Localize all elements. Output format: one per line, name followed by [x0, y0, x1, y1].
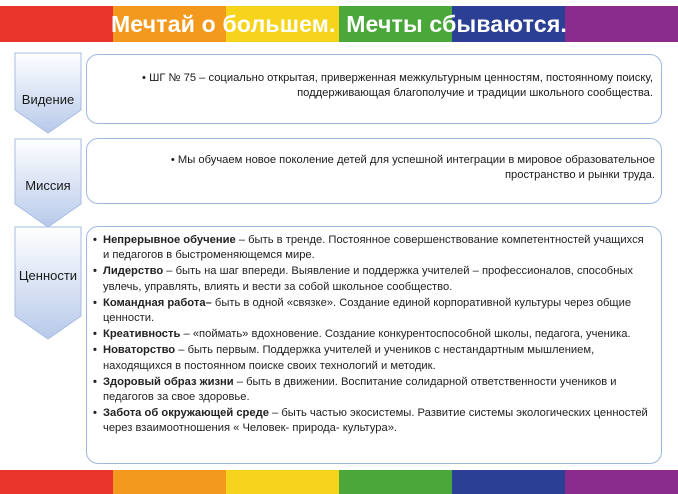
- values-panel: [86, 226, 662, 464]
- chevron-arrow-shape: [14, 226, 82, 340]
- value-desc: – «поймать» вдохновение. Создание конкурентоспособной школы, педагога, ученика.: [180, 328, 631, 341]
- value-term: Забота об окружающей среде: [103, 407, 269, 420]
- value-item: [93, 264, 649, 294]
- bullet: •: [142, 72, 150, 84]
- value-desc: – быть в тренде. Постоянное совершенствование компетентностей учащихся и педагогов в быстроменяющемся мире.: [103, 234, 644, 262]
- stripe-segment-blue: [452, 470, 565, 494]
- vision-label: Видение: [21, 92, 75, 107]
- mission-text-content: Мы обучаем новое поколение детей для успешной интеграции в мировое образовательное пространство и рынки труда.: [177, 154, 655, 181]
- stripe-segment-yellow: [226, 470, 339, 494]
- value-term: Креативность: [103, 328, 181, 341]
- mission-label: Миссия: [25, 178, 71, 193]
- value-item: [93, 343, 649, 373]
- value-term: Здоровый образ жизни: [103, 375, 234, 388]
- value-desc: – быть в движении. Воспитание солидарной ответственности учеников и педагогов за свое здоровье.: [103, 375, 617, 404]
- value-desc: – быть частью экосистемы. Развитие системы экологических ценностей через взаимоотношения « Человек- природа- культура».: [103, 407, 648, 435]
- stripe-segment-orange: [113, 470, 226, 494]
- vision-text: [133, 71, 653, 101]
- bottom-color-stripe: [0, 470, 678, 494]
- title-part-2: Мечты сбываются.: [346, 11, 568, 37]
- value-term: Лидерство: [103, 265, 164, 278]
- values-chevron: [14, 226, 82, 340]
- stripe-segment-red: [0, 470, 113, 494]
- title-part-1: Мечтай о большем.: [110, 11, 336, 37]
- value-item: [93, 406, 649, 436]
- value-item: [93, 375, 649, 405]
- value-desc: – быть на шаг впереди. Выявление и поддержка учителей – профессионалов, способных увлечь, управлять, влиять и вести за собой школьное сообщество.: [103, 265, 634, 293]
- mission-text: [127, 153, 655, 183]
- value-item: [93, 296, 649, 326]
- stripe-segment-green: [339, 470, 452, 494]
- vision-text-content: ШГ № 75 – социально открытая, приверженная межкультурным ценностям, постоянному поиску, поддерживающая благополучие и традиции школьного сообщества.: [149, 72, 653, 99]
- value-item: [93, 233, 649, 263]
- bullet: •: [170, 154, 178, 166]
- stripe-segment-purple: [565, 470, 678, 494]
- value-term: Новаторство: [103, 344, 176, 357]
- values-list: [93, 233, 649, 438]
- value-term: Непрерывное обучение: [103, 234, 236, 246]
- value-item: [93, 327, 649, 342]
- vision-chevron: [14, 52, 82, 134]
- values-label: Ценности: [18, 268, 78, 283]
- vision-panel: [86, 54, 662, 124]
- page-title: [0, 8, 678, 40]
- value-term: Командная работа–: [103, 296, 212, 309]
- mission-panel: [86, 138, 662, 204]
- value-desc: быть в одной «связке». Создание единой корпоративной культуры через общие ценности.: [103, 296, 632, 325]
- mission-chevron: [14, 138, 82, 228]
- value-desc: – быть первым. Поддержка учителей и учеников с нестандартным мышлением, находящихся в постоянном поиске своих технологий и методик.: [103, 344, 595, 372]
